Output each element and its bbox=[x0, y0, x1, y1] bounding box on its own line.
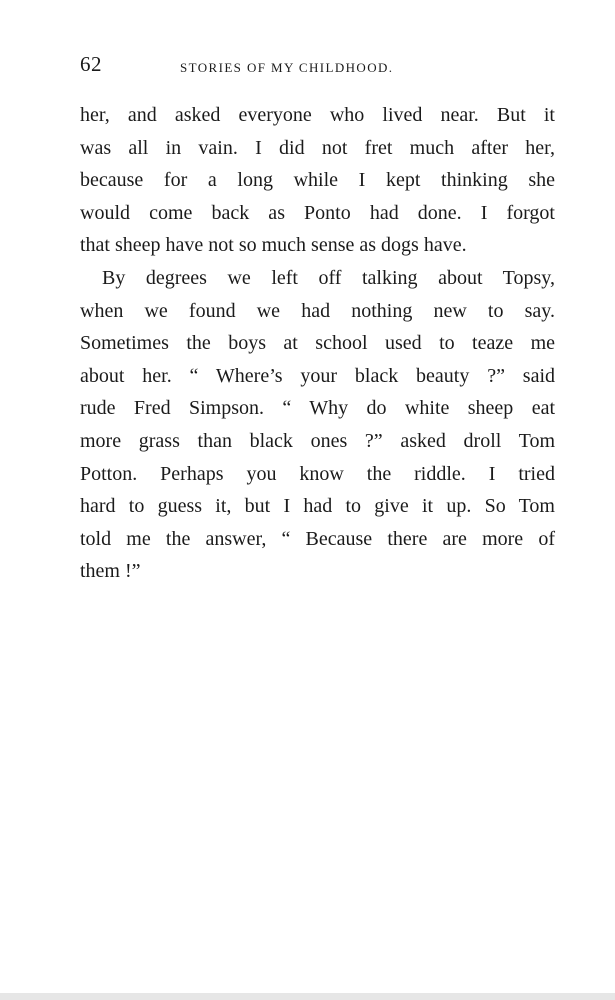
text-line: them !” bbox=[80, 560, 141, 583]
text-line: would come back as Ponto had done. I forgot bbox=[80, 201, 555, 224]
text-line: more grass than black ones ?” asked droll Tom bbox=[80, 429, 555, 452]
text-line: hard to guess it, but I had to give it up. So Tom bbox=[80, 495, 555, 518]
text-line: about her. “ Where’s your black beauty ?” said bbox=[80, 364, 555, 387]
text-line: told me the answer, “ Because there are more of bbox=[80, 527, 555, 550]
body-text bbox=[80, 99, 555, 588]
running-title: STORIES OF MY CHILDHOOD. bbox=[180, 60, 394, 75]
text-line: her, and asked everyone who lived near. But it bbox=[80, 104, 555, 126]
text-line: By degrees we left off talking about Topsy, bbox=[102, 266, 555, 289]
text-line: rude Fred Simpson. “ Why do white sheep eat bbox=[80, 397, 555, 420]
page-number: 62 bbox=[80, 52, 102, 76]
page-header bbox=[80, 52, 555, 82]
text-line: Potton. Perhaps you know the riddle. I tried bbox=[80, 462, 555, 485]
text-line: was all in vain. I did not fret much after her, bbox=[80, 136, 555, 159]
text-line: when we found we had nothing new to say. bbox=[80, 299, 555, 322]
text-line: because for a long while I kept thinking she bbox=[80, 169, 555, 192]
text-line: that sheep have not so much sense as dogs have. bbox=[80, 234, 467, 257]
text-line: Sometimes the boys at school used to teaze me bbox=[80, 332, 555, 355]
page-bottom-edge bbox=[0, 993, 615, 1000]
